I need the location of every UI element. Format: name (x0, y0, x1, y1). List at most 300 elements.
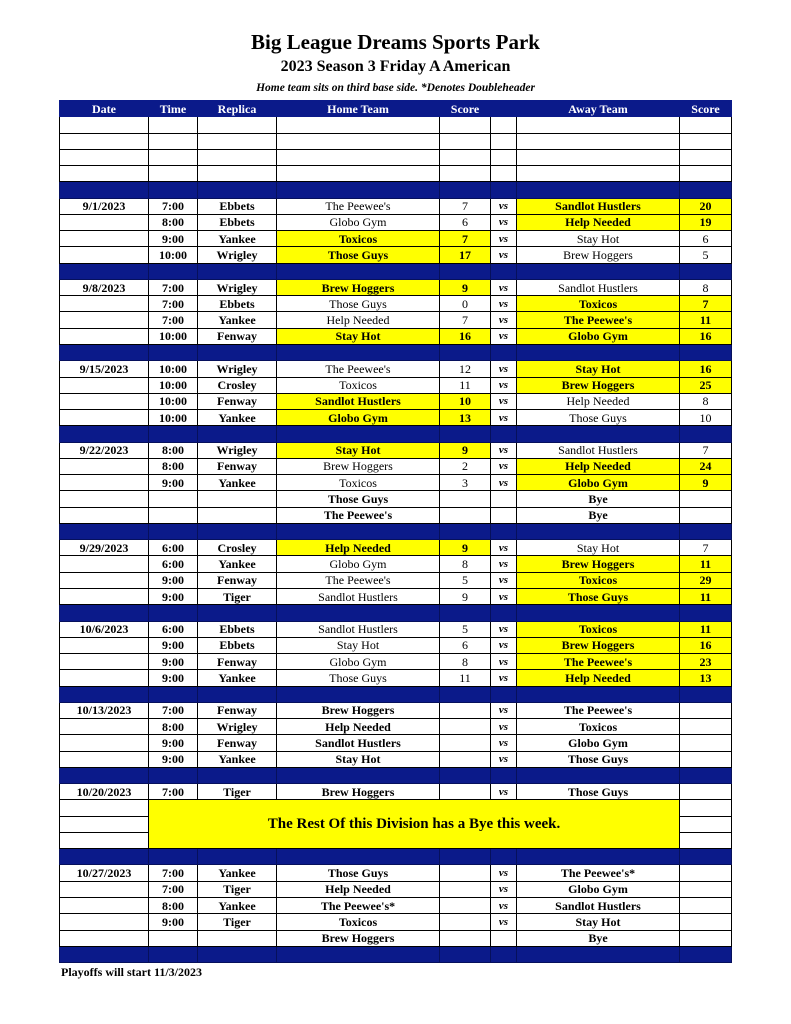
header-row (60, 101, 732, 117)
divider-cell (198, 946, 277, 962)
divider-cell (277, 182, 440, 198)
divider-cell (149, 686, 198, 702)
empty-cell (440, 117, 491, 133)
divider-cell (680, 182, 732, 198)
empty-cell (517, 133, 680, 149)
home-team-cell: Globo Gym (277, 214, 440, 230)
replica-cell: Tiger (198, 881, 277, 897)
home-team-note: Home team sits on third base side. *Denotes Doubleheader (256, 82, 535, 94)
home-score-cell: 7 (440, 312, 491, 328)
home-team-cell: Those Guys (277, 247, 440, 263)
game-row (60, 393, 732, 409)
divider-cell (198, 849, 277, 865)
vs-cell: vs (491, 214, 517, 230)
time-cell: 6:00 (149, 540, 198, 556)
divider-cell (60, 263, 149, 279)
vs-cell: vs (491, 670, 517, 686)
divider-cell (491, 263, 517, 279)
vs-cell: vs (491, 475, 517, 491)
vs-cell: vs (491, 735, 517, 751)
game-row (60, 865, 732, 881)
divider-cell (60, 426, 149, 442)
empty-row (60, 133, 732, 149)
home-team-cell: Sandlot Hustlers (277, 588, 440, 604)
home-score-cell: 6 (440, 637, 491, 653)
away-team-cell: Sandlot Hustlers (517, 442, 680, 458)
game-row (60, 214, 732, 230)
home-team-cell: Those Guys (277, 491, 440, 507)
away-score-cell: 8 (680, 393, 732, 409)
away-team-cell: Brew Hoggers (517, 377, 680, 393)
divider-cell (680, 426, 732, 442)
date-cell (60, 247, 149, 263)
divider-cell (517, 767, 680, 783)
vs-cell: vs (491, 410, 517, 426)
header-home-score: Score (440, 101, 491, 117)
away-team-cell: Sandlot Hustlers (517, 898, 680, 914)
page-title: Big League Dreams Sports Park (251, 30, 540, 54)
game-row (60, 572, 732, 588)
vs-cell: vs (491, 914, 517, 930)
section-divider (60, 182, 732, 198)
empty-cell (680, 133, 732, 149)
time-cell (149, 507, 198, 523)
away-team-cell: Brew Hoggers (517, 247, 680, 263)
date-cell: 9/22/2023 (60, 442, 149, 458)
home-team-cell: Brew Hoggers (277, 458, 440, 474)
replica-cell: Yankee (198, 898, 277, 914)
away-score-cell: 7 (680, 442, 732, 458)
divider-cell (680, 605, 732, 621)
divider-cell (440, 263, 491, 279)
home-team-cell: Stay Hot (277, 751, 440, 767)
home-team-cell: Sandlot Hustlers (277, 393, 440, 409)
date-cell (60, 914, 149, 930)
away-score-cell: 9 (680, 475, 732, 491)
home-score-cell: 11 (440, 670, 491, 686)
header-away-team: Away Team (517, 101, 680, 117)
divider-cell (149, 767, 198, 783)
away-team-cell: Stay Hot (517, 914, 680, 930)
divider-cell (680, 523, 732, 539)
home-score-cell: 9 (440, 540, 491, 556)
empty-cell (60, 117, 149, 133)
replica-cell: Yankee (198, 670, 277, 686)
game-row (60, 491, 732, 507)
section-divider (60, 767, 732, 783)
away-team-cell: The Peewee's (517, 312, 680, 328)
game-row (60, 637, 732, 653)
game-row (60, 312, 732, 328)
vs-cell: vs (491, 198, 517, 214)
empty-cell (517, 149, 680, 165)
date-cell: 10/13/2023 (60, 702, 149, 718)
game-row (60, 442, 732, 458)
divider-cell (277, 263, 440, 279)
date-cell (60, 214, 149, 230)
away-team-cell: Those Guys (517, 784, 680, 800)
home-team-cell: Those Guys (277, 670, 440, 686)
date-cell (60, 377, 149, 393)
date-cell (60, 491, 149, 507)
time-cell: 10:00 (149, 361, 198, 377)
away-team-cell: Bye (517, 507, 680, 523)
away-score-cell: 29 (680, 572, 732, 588)
replica-cell: Wrigley (198, 719, 277, 735)
time-cell: 9:00 (149, 588, 198, 604)
divider-cell (277, 426, 440, 442)
header-vs (491, 101, 517, 117)
home-score-cell: 5 (440, 621, 491, 637)
vs-cell: vs (491, 247, 517, 263)
home-team-cell: Brew Hoggers (277, 930, 440, 946)
home-team-cell: Toxicos (277, 231, 440, 247)
away-team-cell: Help Needed (517, 670, 680, 686)
home-team-cell: Stay Hot (277, 328, 440, 344)
divider-cell (440, 523, 491, 539)
divider-cell (440, 605, 491, 621)
away-score-cell: 7 (680, 540, 732, 556)
empty-cell (60, 133, 149, 149)
away-team-cell: The Peewee's* (517, 865, 680, 881)
time-cell: 7:00 (149, 312, 198, 328)
date-cell (60, 556, 149, 572)
date-cell (60, 328, 149, 344)
game-row (60, 588, 732, 604)
date-cell: 9/1/2023 (60, 198, 149, 214)
home-score-cell: 8 (440, 654, 491, 670)
replica-cell: Tiger (198, 784, 277, 800)
time-cell: 9:00 (149, 914, 198, 930)
divider-cell (60, 344, 149, 360)
time-cell: 9:00 (149, 654, 198, 670)
empty-cell (680, 166, 732, 182)
divider-cell (517, 182, 680, 198)
time-cell: 9:00 (149, 475, 198, 491)
home-team-cell: Those Guys (277, 296, 440, 312)
home-score-cell: 9 (440, 588, 491, 604)
header-time: Time (149, 101, 198, 117)
empty-row (60, 166, 732, 182)
game-row (60, 279, 732, 295)
divider-cell (198, 767, 277, 783)
home-team-cell: Help Needed (277, 719, 440, 735)
game-row (60, 735, 732, 751)
home-score-cell: 7 (440, 198, 491, 214)
empty-row (60, 149, 732, 165)
game-row (60, 914, 732, 930)
time-cell: 7:00 (149, 279, 198, 295)
divider-cell (680, 686, 732, 702)
away-score-cell (680, 784, 732, 800)
date-cell (60, 296, 149, 312)
away-score-cell: 20 (680, 198, 732, 214)
home-score-cell (440, 881, 491, 897)
divider-cell (149, 344, 198, 360)
away-score-cell: 23 (680, 654, 732, 670)
home-team-cell: Help Needed (277, 881, 440, 897)
empty-row (60, 117, 732, 133)
divider-cell (680, 263, 732, 279)
home-team-cell: Brew Hoggers (277, 279, 440, 295)
away-team-cell: Globo Gym (517, 735, 680, 751)
divider-cell (149, 426, 198, 442)
replica-cell (198, 930, 277, 946)
time-cell: 9:00 (149, 670, 198, 686)
bye-note: The Rest Of this Division has a Bye this week. (149, 800, 680, 849)
away-team-cell: The Peewee's (517, 654, 680, 670)
divider-cell (149, 946, 198, 962)
replica-cell: Wrigley (198, 247, 277, 263)
divider-cell (277, 523, 440, 539)
date-cell (60, 475, 149, 491)
time-cell: 10:00 (149, 410, 198, 426)
away-score-cell: 5 (680, 247, 732, 263)
vs-cell (491, 930, 517, 946)
replica-cell: Yankee (198, 312, 277, 328)
game-row (60, 930, 732, 946)
vs-cell (491, 491, 517, 507)
date-cell: 10/20/2023 (60, 784, 149, 800)
section-divider (60, 263, 732, 279)
vs-cell: vs (491, 556, 517, 572)
header-home-team: Home Team (277, 101, 440, 117)
divider-cell (491, 686, 517, 702)
replica-cell: Yankee (198, 410, 277, 426)
divider-cell (517, 605, 680, 621)
divider-cell (277, 344, 440, 360)
away-score-cell: 16 (680, 637, 732, 653)
home-team-cell: Toxicos (277, 377, 440, 393)
away-team-cell: Stay Hot (517, 231, 680, 247)
divider-cell (60, 849, 149, 865)
away-score-cell: 6 (680, 231, 732, 247)
home-score-cell: 9 (440, 442, 491, 458)
empty-cell (198, 149, 277, 165)
time-cell: 10:00 (149, 328, 198, 344)
vs-cell: vs (491, 442, 517, 458)
date-cell (60, 800, 149, 816)
empty-cell (491, 133, 517, 149)
replica-cell: Fenway (198, 328, 277, 344)
away-team-cell: Globo Gym (517, 328, 680, 344)
away-score-cell (680, 735, 732, 751)
empty-cell (277, 117, 440, 133)
time-cell: 6:00 (149, 556, 198, 572)
game-row (60, 751, 732, 767)
replica-cell: Ebbets (198, 637, 277, 653)
date-cell (60, 654, 149, 670)
away-team-cell: Brew Hoggers (517, 637, 680, 653)
divider-cell (60, 767, 149, 783)
away-team-cell: Sandlot Hustlers (517, 279, 680, 295)
replica-cell: Fenway (198, 572, 277, 588)
schedule-table (59, 100, 732, 963)
away-score-cell (680, 865, 732, 881)
vs-cell: vs (491, 637, 517, 653)
replica-cell: Ebbets (198, 621, 277, 637)
divider-cell (517, 849, 680, 865)
date-cell (60, 637, 149, 653)
home-team-cell: Brew Hoggers (277, 702, 440, 718)
playoffs-note: Playoffs will start 11/3/2023 (61, 965, 202, 979)
away-team-cell: Bye (517, 930, 680, 946)
bye-note-row (60, 800, 732, 816)
divider-cell (440, 849, 491, 865)
divider-cell (149, 182, 198, 198)
home-team-cell: Globo Gym (277, 556, 440, 572)
away-score-cell: 16 (680, 361, 732, 377)
divider-cell (491, 767, 517, 783)
away-score-cell (680, 930, 732, 946)
time-cell: 10:00 (149, 393, 198, 409)
home-team-cell: Help Needed (277, 312, 440, 328)
time-cell: 9:00 (149, 637, 198, 653)
away-team-cell: Globo Gym (517, 881, 680, 897)
replica-cell: Ebbets (198, 296, 277, 312)
game-row (60, 784, 732, 800)
empty-cell (149, 133, 198, 149)
divider-cell (277, 767, 440, 783)
vs-cell: vs (491, 231, 517, 247)
section-divider (60, 946, 732, 962)
time-cell: 8:00 (149, 442, 198, 458)
away-team-cell: Help Needed (517, 393, 680, 409)
time-cell: 7:00 (149, 881, 198, 897)
home-team-cell: Toxicos (277, 475, 440, 491)
vs-cell: vs (491, 751, 517, 767)
home-score-cell (440, 930, 491, 946)
away-team-cell: Brew Hoggers (517, 556, 680, 572)
away-score-cell (680, 719, 732, 735)
date-cell (60, 312, 149, 328)
empty-cell (198, 117, 277, 133)
time-cell: 8:00 (149, 719, 198, 735)
replica-cell: Wrigley (198, 361, 277, 377)
date-cell (60, 670, 149, 686)
home-score-cell: 9 (440, 279, 491, 295)
away-score-cell (680, 816, 732, 832)
game-row (60, 361, 732, 377)
home-score-cell: 7 (440, 231, 491, 247)
away-team-cell: Toxicos (517, 296, 680, 312)
game-row (60, 410, 732, 426)
vs-cell (491, 507, 517, 523)
vs-cell: vs (491, 588, 517, 604)
away-score-cell: 25 (680, 377, 732, 393)
home-score-cell: 17 (440, 247, 491, 263)
vs-cell: vs (491, 654, 517, 670)
away-team-cell: Help Needed (517, 214, 680, 230)
empty-cell (491, 149, 517, 165)
header-away-score: Score (680, 101, 732, 117)
divider-cell (198, 523, 277, 539)
home-score-cell: 10 (440, 393, 491, 409)
vs-cell: vs (491, 702, 517, 718)
date-cell: 10/6/2023 (60, 621, 149, 637)
home-score-cell (440, 865, 491, 881)
away-score-cell: 24 (680, 458, 732, 474)
game-row (60, 654, 732, 670)
divider-cell (680, 849, 732, 865)
replica-cell: Ebbets (198, 214, 277, 230)
empty-cell (277, 149, 440, 165)
home-score-cell (440, 784, 491, 800)
divider-cell (149, 263, 198, 279)
home-score-cell (440, 898, 491, 914)
game-row (60, 247, 732, 263)
section-divider (60, 686, 732, 702)
divider-cell (491, 849, 517, 865)
divider-cell (440, 946, 491, 962)
time-cell: 8:00 (149, 898, 198, 914)
home-score-cell (440, 507, 491, 523)
away-team-cell: Globo Gym (517, 475, 680, 491)
empty-cell (60, 166, 149, 182)
divider-cell (491, 182, 517, 198)
home-team-cell: Those Guys (277, 865, 440, 881)
divider-cell (60, 686, 149, 702)
home-team-cell: Globo Gym (277, 410, 440, 426)
vs-cell: vs (491, 279, 517, 295)
home-score-cell: 11 (440, 377, 491, 393)
divider-cell (440, 344, 491, 360)
home-score-cell: 2 (440, 458, 491, 474)
game-row (60, 670, 732, 686)
home-team-cell: The Peewee's* (277, 898, 440, 914)
away-team-cell: Those Guys (517, 588, 680, 604)
game-row (60, 702, 732, 718)
away-score-cell: 13 (680, 670, 732, 686)
away-score-cell: 11 (680, 312, 732, 328)
time-cell: 7:00 (149, 865, 198, 881)
replica-cell: Yankee (198, 475, 277, 491)
home-score-cell (440, 751, 491, 767)
divider-cell (680, 767, 732, 783)
divider-cell (491, 523, 517, 539)
date-cell (60, 458, 149, 474)
replica-cell: Tiger (198, 588, 277, 604)
divider-cell (60, 605, 149, 621)
date-cell (60, 832, 149, 848)
replica-cell: Ebbets (198, 198, 277, 214)
game-row (60, 507, 732, 523)
divider-cell (198, 426, 277, 442)
time-cell: 9:00 (149, 751, 198, 767)
date-cell (60, 735, 149, 751)
away-team-cell: Stay Hot (517, 361, 680, 377)
time-cell: 10:00 (149, 247, 198, 263)
empty-cell (440, 149, 491, 165)
home-score-cell: 6 (440, 214, 491, 230)
game-row (60, 296, 732, 312)
home-score-cell: 13 (440, 410, 491, 426)
game-row (60, 328, 732, 344)
divider-cell (198, 182, 277, 198)
vs-cell: vs (491, 881, 517, 897)
home-score-cell (440, 735, 491, 751)
divider-cell (149, 605, 198, 621)
replica-cell: Fenway (198, 654, 277, 670)
vs-cell: vs (491, 361, 517, 377)
date-cell (60, 507, 149, 523)
date-cell (60, 930, 149, 946)
date-cell (60, 751, 149, 767)
time-cell (149, 491, 198, 507)
section-divider (60, 344, 732, 360)
replica-cell (198, 507, 277, 523)
game-row (60, 556, 732, 572)
